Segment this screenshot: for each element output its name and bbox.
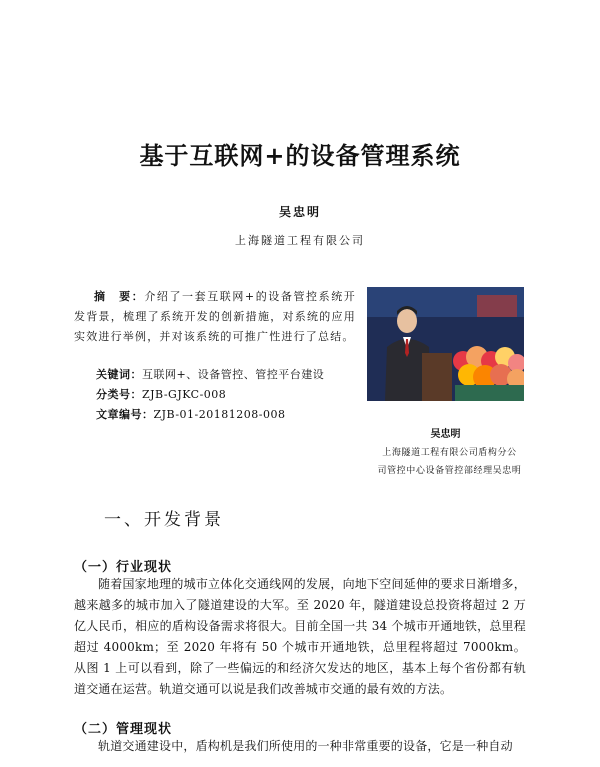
article-number [96,406,285,423]
subsection-1-text: 随着国家地理的城市立体化交通线网的发展，向地下空间延伸的要求日渐增多，越来越多的城市加入了隧道建设的大军。至 2020 年，隧道建设总投资将超过 2 万亿人民币，相应的盾构设备需求将很大。目前全国一共 34 个城市开通地铁，总里程超过 4000km；至 2020 年将有 50 个城市开通地铁，总里程将超过 7000km。从图 1 上可以看到，除了一些偏远的和经济欠发达的地区，基本上每个省份都有轨道交通在运营。轨道交通可以说是我们改善城市交通的最有效的方法。 [74,577,526,696]
subsection-heading-2: （二）管理现状 [74,722,173,737]
photo-caption-line-1: 上海隧道工程有限公司盾构分公 [382,448,517,458]
photo-caption-name: 吴忠明 [430,429,461,440]
classification [96,386,226,403]
paper-title: 基于互联网+的设备管理系统 [139,141,461,170]
keywords-label: 关键词： [96,368,142,381]
article-number-text: ZJB-01-20181208-008 [153,408,286,421]
abstract-label: 摘 要： [94,290,145,303]
author-affiliation: 上海隧道工程有限公司 [235,234,365,247]
classification-text: ZJB-GJKC-008 [142,388,227,401]
subsection-2-text: 轨道交通建设中，盾构机是我们所使用的一种非常重要的设备，它是一种自动 [98,739,513,753]
abstract-text: 介绍了一套互联网+的设备管控系统开发背景，梳理了系统开发的创新措施，对系统的应用实效进行举例，并对该系统的可推广性进行了总结。 [74,290,356,343]
author-name: 吴忠明 [278,205,321,219]
subsection-heading-1: （一）行业现状 [74,560,173,575]
abstract [74,287,356,347]
keywords [96,366,324,383]
photo-caption-line-2: 司管控中心设备管控部经理吴忠明 [377,466,522,476]
keywords-text: 互联网+、设备管控、管控平台建设 [142,368,325,381]
section-heading-1: 一、开发背景 [104,510,224,530]
author-photo-illustration [367,287,524,401]
classification-label: 分类号： [96,388,142,401]
article-number-label: 文章编号： [96,408,154,421]
author-photo [367,287,524,401]
